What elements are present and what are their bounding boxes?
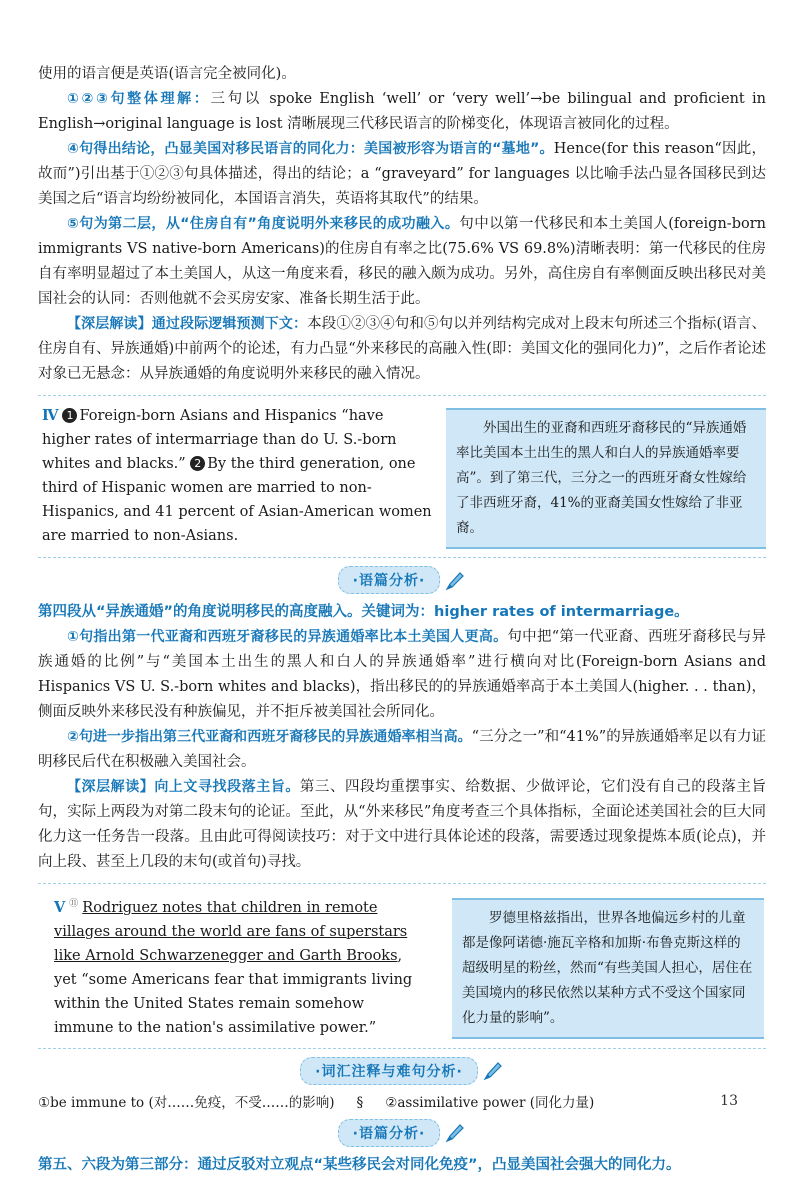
analysis-p8-text: 第三、四段均重摆事实、给数据、少做评论，它们没有自己的段落主旨句，实际上两段为对第二段末句的论证。至此，从“外来移民”角度考查三个具体指标，全面论述美国社会的巨大同化力这一任务告一段落。且由此可得阅读技巧：对于文中进行具体论述的段落，需要透过现象提炼本质(论点)，并向上段、甚至上几段的末句(或首句)寻找。	[38, 779, 767, 870]
section-sign: §	[356, 1094, 364, 1111]
paragraph-iv-sentence-2: By the third generation, one third of Hispanic women are married to non-Hispanics, and 41 percent of Asian-American women are married to non-Asians.	[42, 456, 432, 544]
sentence-marker: ⑪	[69, 899, 79, 909]
paragraph-iv-sentence-1: Foreign-born Asians and Hispanics “have higher rates of intermarriage than do U. S.-born whites and blacks.”	[42, 408, 397, 472]
analysis-p1-text: 三句以 spoke English ‘well’ or ‘very well’→be bilingual and proficient in English→original language is lost 清晰展现三代移民语言的阶梯变化，体现语言被同化的过程。	[38, 91, 766, 132]
analysis-p8	[38, 775, 766, 875]
paragraph-v-translation: 罗德里格兹指出，世界各地偏远乡村的儿童都是像阿诺德·施瓦辛格和加斯·布鲁克斯这样的超级明星的粉丝，然而“有些美国人担心，居住在美国境内的移民依然以某种方式不受这个国家同化力量的影响”。	[452, 898, 764, 1039]
divider	[38, 557, 766, 558]
analysis-p2-lead: ④句得出结论，凸显美国对移民语言的同化力：美国被形容为语言的“墓地”。	[67, 141, 554, 157]
analysis-p4-text: 本段①②③④句和⑤句以并列结构完成对上段末句所述三个指标(语言、住房自有、异族通婚)中前两个的论述，有力凸显“外来移民的高融入性(即：美国文化的强同化力)”，之后作者论述对象已无悬念：从异族通婚的角度说明外来移民的融入情况。	[38, 316, 767, 382]
discourse-summary-4: 第四段从“异族通婚”的角度说明移民的高度融入。关键词为：higher rates of intermarriage。	[38, 604, 689, 620]
analysis-p3	[38, 212, 766, 312]
vocab-item-1: ①be immune to (对……免疫，不受……的影响)	[38, 1094, 335, 1111]
analysis-p7	[38, 725, 766, 775]
discourse-summary-5-6: 第五、六段为第三部分：通过反驳对立观点“某些移民会对同化免疫”，凸显美国社会强大的同化力。	[38, 1156, 681, 1173]
paragraph-iv-english	[38, 404, 434, 548]
page-content	[38, 62, 766, 1178]
section-title: ·词汇注释与难句分析·	[300, 1057, 478, 1085]
analysis-p6	[38, 625, 766, 725]
section-header-vocab	[38, 1057, 766, 1085]
analysis-p6-text: 句中把“第一代亚裔、西班牙裔移民与异族通婚的比例”与“美国本土出生的黑人和白人的异族通婚率”进行横向对比(Foreign-born Asians and Hispanics VS U. S.-born whites and blacks)，指出移民的的异族通婚率高于本土美国人(higher. . . than)，侧面反映外来移民没有种族偏见，并不拒斥被美国社会所同化。	[38, 629, 766, 720]
divider	[38, 1048, 766, 1049]
page-number: 13	[720, 1093, 738, 1109]
section-header-discourse	[38, 566, 766, 594]
divider	[38, 395, 766, 396]
analysis-p4-lead: 【深层解读】通过段际逻辑预测下文：	[67, 316, 308, 332]
vocab-item-2: ②assimilative power (同化力量)	[385, 1094, 595, 1111]
analysis-p1-lead: ①②③句整体理解：	[67, 91, 211, 107]
divider	[38, 883, 766, 884]
sentence-number-1: 1	[62, 408, 77, 423]
paragraph-v-block	[38, 892, 766, 1040]
analysis-p7-lead: ②句进一步指出第三代亚裔和西班牙裔移民的异族通婚率相当高。	[67, 729, 472, 745]
analysis-p4	[38, 312, 766, 387]
paragraph-iv-block	[38, 404, 766, 549]
analysis-p7-text: “三分之一”和“41%”的异族通婚率足以有力证明移民后代在积极融入美国社会。	[38, 729, 766, 770]
paragraph-v-english	[38, 892, 426, 1040]
paragraph-iv-translation: 外国出生的亚裔和西班牙裔移民的“异族通婚率比美国本土出生的黑人和白人的异族通婚率要高”。到了第三代，三分之一的西班牙裔女性嫁给了非西班牙裔，41%的亚裔美国女性嫁给了非亚裔。	[446, 408, 766, 549]
analysis-p3-lead: ⑤句为第二层，从“住房自有”角度说明外来移民的成功融入。	[67, 216, 460, 232]
sentence-number-2: 2	[190, 456, 205, 471]
analysis-p3-text: 句中以第一代移民和本土美国人(foreign-born immigrants VS native-born Americans)的住房自有率之比(75.6% VS 69.8%)清晰表明：第一代移民的住房自有率明显超过了本土美国人，从这一角度来看，移民的融入颇为成功。另外，高住房自有率侧面反映出移民对美国社会的认同：否则他就不会买房安家、准备长期生活于此。	[38, 216, 766, 307]
pen-icon	[482, 1060, 504, 1082]
paragraph-v-underlined: Rodriguez notes that children in remote villages around the world are fans of superstars like Arnold Schwarzenegger and Garth Brooks	[54, 899, 408, 964]
analysis-p6-lead: ①句指出第一代亚裔和西班牙裔移民的异族通婚率比本土美国人更高。	[67, 629, 508, 645]
analysis-p8-lead: 【深层解读】向上文寻找段落主旨。	[67, 779, 300, 795]
paragraph-top: 使用的语言便是英语(语言完全被同化)。	[38, 66, 296, 82]
pen-icon	[444, 1122, 466, 1144]
analysis-p2	[38, 137, 766, 212]
analysis-p1	[38, 87, 766, 137]
paragraph-v-rest: , yet “some Americans fear that immigrants living within the United States remain somehow immune to the nation's assimilative power.”	[54, 947, 413, 1036]
section-title: ·语篇分析·	[338, 1119, 441, 1147]
roman-numeral-v: Ⅴ	[54, 898, 66, 916]
vocab-notes	[38, 1091, 766, 1115]
pen-icon	[444, 570, 466, 592]
section-header-discourse-2	[38, 1119, 766, 1147]
roman-numeral-iv: Ⅳ	[42, 407, 59, 424]
analysis-p2-text: Hence(for this reason“因此，故而”)引出基于①②③句具体描述，得出的结论；a “graveyard” for languages 以比喻手法凸显各国移民到达美国之后“语言均纷纷被同化，本国语言消失，英语将其取代”的结果。	[38, 141, 766, 207]
section-title: ·语篇分析·	[338, 566, 441, 594]
